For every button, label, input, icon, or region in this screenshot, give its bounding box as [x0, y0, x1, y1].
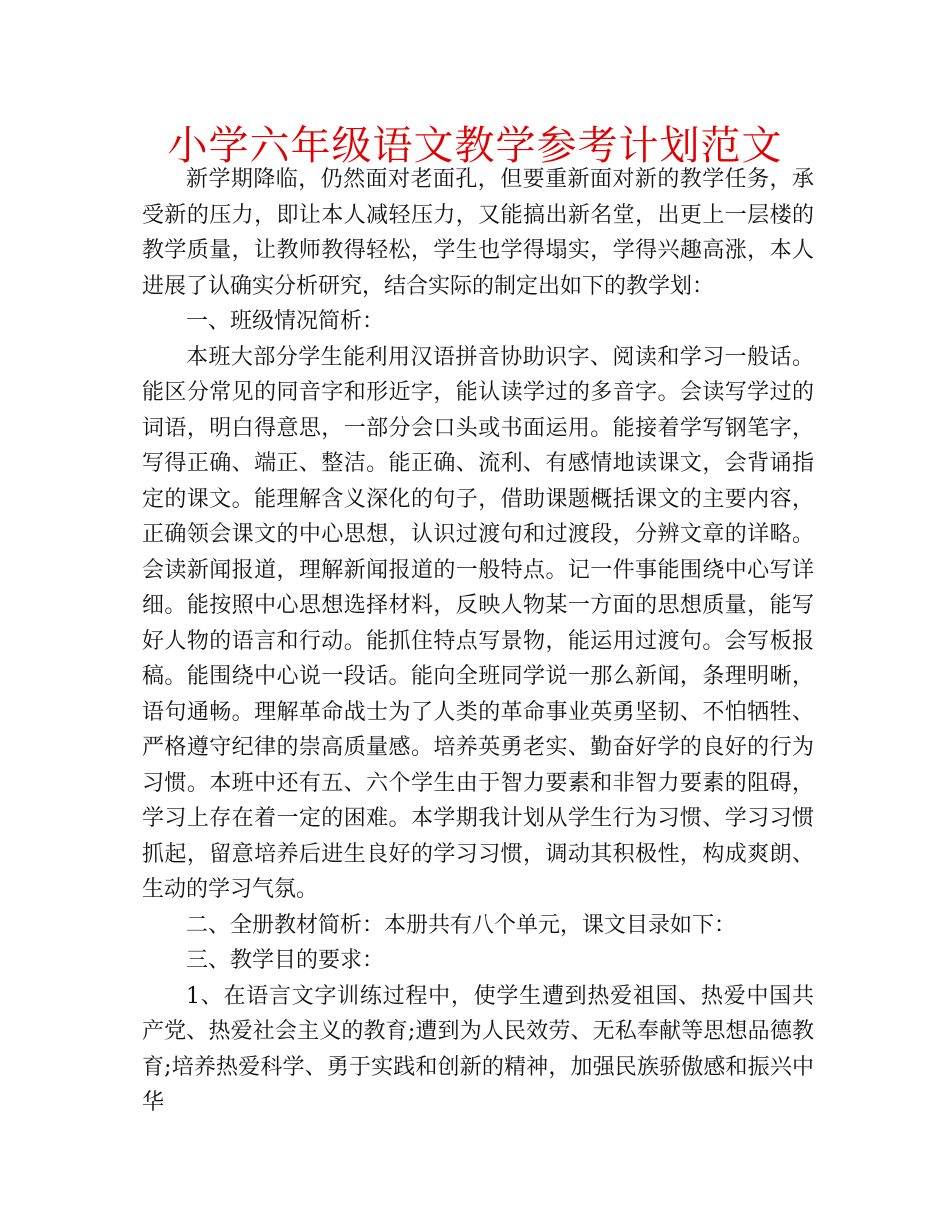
section-heading-teaching-goals: 三、教学目的要求：: [186, 948, 385, 973]
section-heading-textbook-analysis: 二、全册教材简析：本册共有八个单元，课文目录如下：: [186, 912, 737, 938]
document-title: 小学六年级语文教学参考计划范文: [167, 123, 783, 169]
section-heading-class-analysis: 一、班级情况简析：: [186, 309, 385, 334]
teaching-goal-item-1: 1、在语言文字训练过程中，使学生遭到热爱祖国、热爱中国共产党、热爱社会主义的教育;遭到为人民效劳、无私奉献等思想品德教育;培养热爱科学、勇于实践和创新的精神，加强民族骄傲感和振兴中华: [142, 983, 814, 1115]
document-body: [142, 162, 814, 1121]
intro-paragraph: 新学期降临，仍然面对老面孔，但要重新面对新的教学任务，承受新的压力，即让本人减轻压力，又能搞出新名堂，出更上一层楼的教学质量，让教师教得轻松，学生也学得塌实，学得兴趣高涨，本人进展了认确实分析研究，结合实际的制定出如下的教学划：: [142, 167, 814, 299]
class-analysis-paragraph: 本班大部分学生能利用汉语拼音协助识字、阅读和学习一般话。能区分常见的同音字和形近字，能认读学过的多音字。会读写学过的词语，明白得意思，一部分会口头或书面运用。能接着学写钢笔字，写得正确、端正、整洁。能正确、流利、有感情地读课文，会背诵指定的课文。能理解含义深化的句子，借助课题概括课文的主要内容，正确领会课文的中心思想，认识过渡句和过渡段，分辨文章的详略。会读新闻报道，理解新闻报道的一般特点。记一件事能围绕中心写详细。能按照中心思想选择材料，反映人物某一方面的思想质量，能写好人物的语言和行动。能抓住特点写景物，能运用过渡句。会写板报稿。能围绕中心说一段话。能向全班同学说一那么新闻，条理明晰，语句通畅。理解革命战士为了人类的革命事业英勇坚韧、不怕牺牲、严格遵守纪律的崇高质量感。培养英勇老实、勤奋好学的良好的行为习惯。本班中还有五、六个学生由于智力要素和非智力要素的阻碍，学习上存在着一定的困难。本学期我计划从学生行为习惯、学习习惯抓起，留意培养后进生良好的学习习惯，调动其积极性，构成爽朗、生动的学习气氛。: [142, 344, 814, 902]
